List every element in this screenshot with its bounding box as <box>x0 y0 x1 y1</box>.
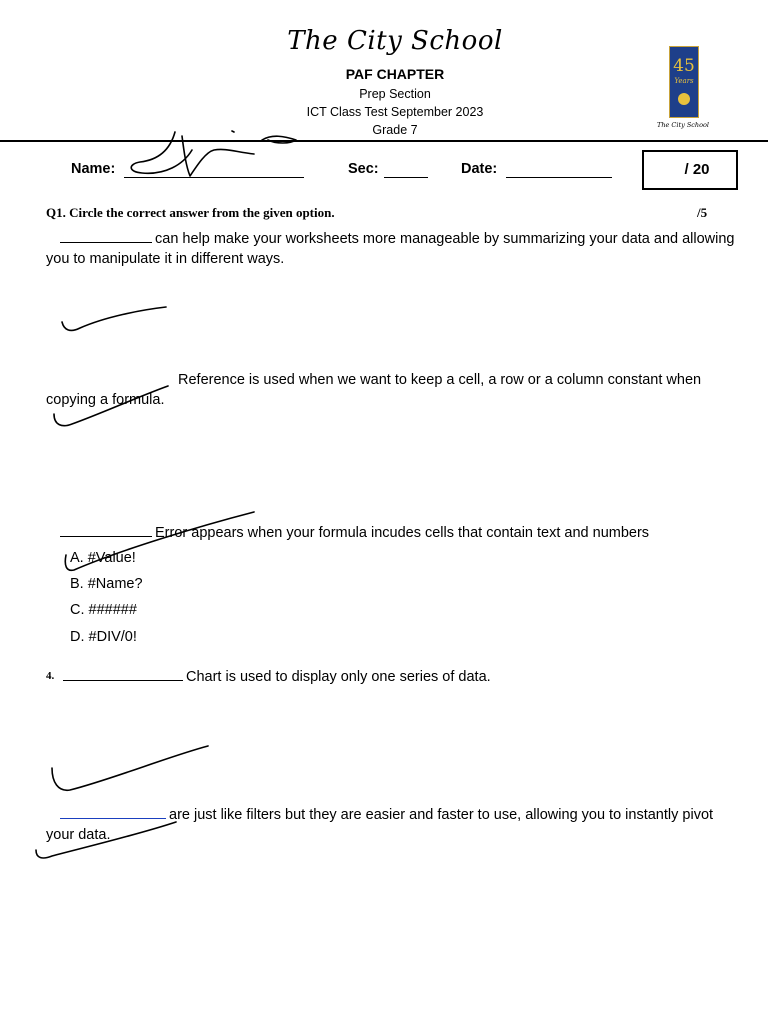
item-3-blank <box>60 523 152 537</box>
logo-number: 45 <box>673 56 695 76</box>
section-title: Prep Section <box>359 87 431 101</box>
signature <box>131 131 296 176</box>
option-c: C. ###### <box>70 602 137 618</box>
item-5-blank <box>60 805 166 819</box>
item-4-number: 4. <box>46 670 55 682</box>
school-logo <box>669 46 699 118</box>
item-4 <box>63 667 733 688</box>
name-label: Name: <box>71 161 116 177</box>
chapter-title: PAF CHAPTER <box>345 66 445 82</box>
logo-caption: The City School <box>656 121 710 129</box>
item-2 <box>46 371 736 410</box>
sec-label: Sec: <box>348 161 379 177</box>
date-line <box>506 177 612 178</box>
item-1-text: can help make your worksheets more manageable by summarizing your data and allowing you to manipulate it in different ways. <box>46 231 735 267</box>
item-4-text: Chart is used to display only one series of data. <box>186 669 491 685</box>
question-marks: /5 <box>697 205 708 220</box>
option-a: A. #Value! <box>70 550 136 566</box>
logo-years: Years <box>674 77 694 85</box>
test-title: ICT Class Test September 2023 <box>306 105 484 119</box>
item-1 <box>46 229 736 269</box>
item-5 <box>46 805 736 845</box>
question-heading: Q1. Circle the correct answer from the given option. <box>46 205 335 220</box>
date-label: Date: <box>461 161 498 177</box>
school-title: The City School <box>287 26 503 56</box>
item-4-blank <box>63 667 183 681</box>
item-5-text: are just like filters but they are easier and faster to use, allowing you to instantly pivot your data. <box>46 807 714 843</box>
header-rule <box>0 140 768 142</box>
option-d: D. #DIV/0! <box>70 629 137 645</box>
item-3 <box>46 523 736 544</box>
check-mark-1 <box>62 307 166 330</box>
check-mark-4 <box>52 746 208 790</box>
item-2-text: Reference is used when we want to keep a cell, a row or a column constant when copying a formula. <box>46 372 702 408</box>
option-b: B. #Name? <box>70 576 143 592</box>
sec-line <box>384 177 428 178</box>
name-line <box>124 177 304 178</box>
logo-crest-icon <box>678 93 690 105</box>
score-total: / 20 <box>684 161 710 178</box>
item-3-text: Error appears when your formula incudes cells that contain text and numbers <box>155 525 650 541</box>
item-1-blank <box>60 229 152 243</box>
grade-title: Grade 7 <box>372 123 418 137</box>
